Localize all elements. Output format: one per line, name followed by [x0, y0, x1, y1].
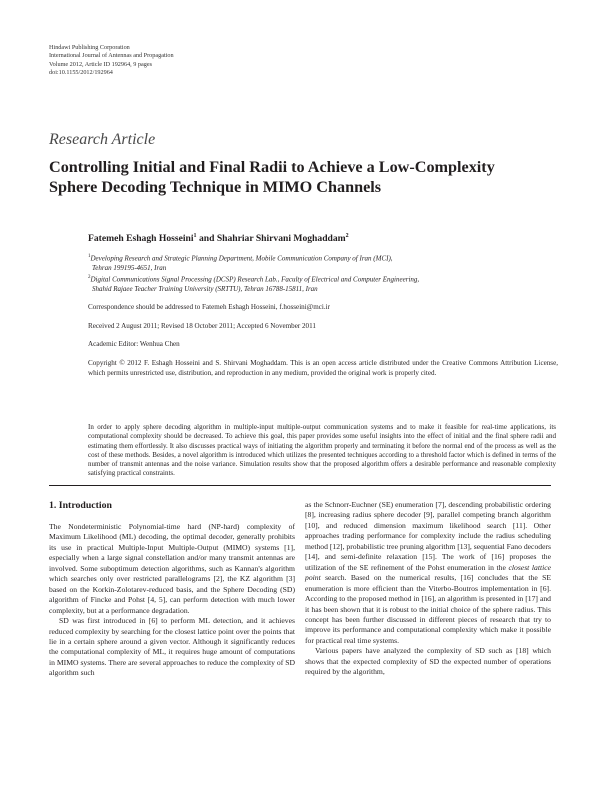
correspondence: Correspondence should be addressed to Fatemeh Eshagh Hosseini, f.hosseini@mci.ir: [88, 303, 330, 311]
intro-paragraph-4: Various papers have analyzed the complexity of SD such as [18] which shows that the expected complexity of SD the expected number of operations required by the algorithm,: [305, 646, 551, 677]
journal-name: International Journal of Antennas and Propagation: [49, 52, 174, 60]
intro-paragraph-3: [305, 500, 551, 646]
volume-info: Volume 2012, Article ID 192964, 9 pages: [49, 60, 152, 68]
intro-paragraph-3-part-a: as the Schnorr-Euchner (SE) enumeration [7], descending probabilistic ordering [8], increasing radius sphere decoder [9], parallel competing branch algorithm [10], and reduced dimension maximum likelihood search [11]. Other approaches trading performance for complexity include the radius scheduling method [12], probabilistic tree pruning algorithm [13], sequential Fano decoders [14], and semi-definite relaxation [15]. The work of [16] proposes the utilization of the SE refinement of the Pohst enumeration in the: [305, 500, 551, 572]
left-column: [49, 500, 295, 679]
intro-paragraph-3-part-b: search. Based on the numerical results, [16] concludes that the SE enumeration is more efficient than the Viterbo-Boutros implementation in [6]. According to the proposed method in [16], an algorithm is presented in [17] and it has been shown that it is robust to the initial choice of the sphere radius. This concept has been further discussed in different pieces of research that try to improve its performance and computational complexity which make it possible for practical real time systems.: [305, 573, 551, 645]
author-list: [88, 233, 349, 244]
abstract: In order to apply sphere decoding algorithm in multiple-input multiple-output communication systems and to make it feasible for real-time applications, its computational complexity should be decreased. To achieve this goal, this paper provides some useful insights into the effect of initial and the final sphere radii and estimating them effortlessly. It also discusses practical ways of initiating the algorithm properly and terminating it before the normal end of the process as well as the cost of these methods. Besides, a novel algorithm is introduced which utilizes the presented techniques according to a threshold factor which is defined in terms of the number of transmit antennas and the noise variance. Simulation results show that the proposed algorithm offers a desirable performance and reasonable complexity satisfying practical constraints.: [88, 423, 556, 478]
right-column: [305, 500, 551, 678]
section-heading: 1. Introduction: [49, 500, 112, 511]
intro-paragraph-1: The Nondeterministic Polynomial-time hard (NP-hard) complexity of Maximum Likelihood (ML) decoding, the optimal decoder, generally prohibits its use in practical Multiple-Input Multiple-Output (MIMO) systems [1], especially when a large signal constellation and/or many transmit antennas are involved. Some suboptimum detection algorithms, such as Kannan's algorithm which searches only over restricted parallelograms [2], the KZ algorithm [3] based on the Korkin-Zolotarev-reduced basis, and the Sphere Decoding (SD) algorithm of Fincke and Pohst [4, 5], can perform detection with much lower complexity, but at a performance degradation.: [49, 522, 295, 615]
author-2-affiliation-mark: 2: [345, 233, 349, 239]
author-1: Fatemeh Eshagh Hosseini: [88, 233, 194, 245]
affiliation-2-line-1: Digital Communications Signal Processing (DCSP) Research Lab., Faculty of Electrical and Computer Engineering,: [90, 275, 420, 284]
author-joiner: and: [196, 233, 217, 245]
affiliation-1-line-1: Developing Research and Strategic Planning Department, Mobile Communication Company of Iran (MCI),: [90, 254, 393, 263]
intro-paragraph-2: SD was first introduced in [6] to perform ML detection, and it achieves reduced complexity by searching for the closest lattice point over the points that lie in a certain sphere around a given vector. Although it significantly reduces the computational complexity of ML, it requires huge amount of computations in MIMO systems. There are several approaches to reduce the complexity of SD algorithm such: [49, 616, 295, 678]
doi: doi:10.1155/2012/192964: [49, 69, 113, 77]
journal-header: [49, 44, 174, 78]
closest-lattice-point-term: closest lattice point: [305, 562, 551, 583]
affiliation-1-line-2: Tehran 199195-4651, Iran: [92, 263, 167, 272]
affiliation-2: [88, 273, 558, 294]
publisher-name: Hindawi Publishing Corporation: [49, 44, 130, 51]
copyright-notice: Copyright © 2012 F. Eshagh Hosseini and S. Shirvani Moghaddam. This is an open access article distributed under the Creative Commons Attribution License, which permits unrestricted use, distribution, and reproduction in any medium, provided the original work is properly cited.: [88, 359, 558, 377]
author-2: Shahriar Shirvani Moghaddam: [216, 233, 346, 245]
academic-editor: Academic Editor: Wenhua Chen: [88, 340, 180, 348]
affiliation-1: [88, 252, 558, 273]
received-dates: Received 2 August 2011; Revised 18 October 2011; Accepted 6 November 2011: [88, 322, 316, 330]
affiliation-2-line-2: Shahid Rajaee Teacher Training University (SRTTU), Tehran 16788-15811, Iran: [92, 284, 318, 293]
article-type: Research Article: [49, 131, 156, 148]
title-line-2: Sphere Decoding Technique in MIMO Channels: [49, 178, 382, 196]
title-line-1: Controlling Initial and Final Radii to Achieve a Low-Complexity: [49, 158, 495, 176]
affiliation-2-mark: 2: [88, 275, 91, 280]
section-divider: [49, 485, 551, 486]
paper-title: [49, 157, 569, 197]
affiliation-1-mark: 1: [88, 254, 91, 259]
author-1-affiliation-mark: 1: [193, 233, 197, 239]
